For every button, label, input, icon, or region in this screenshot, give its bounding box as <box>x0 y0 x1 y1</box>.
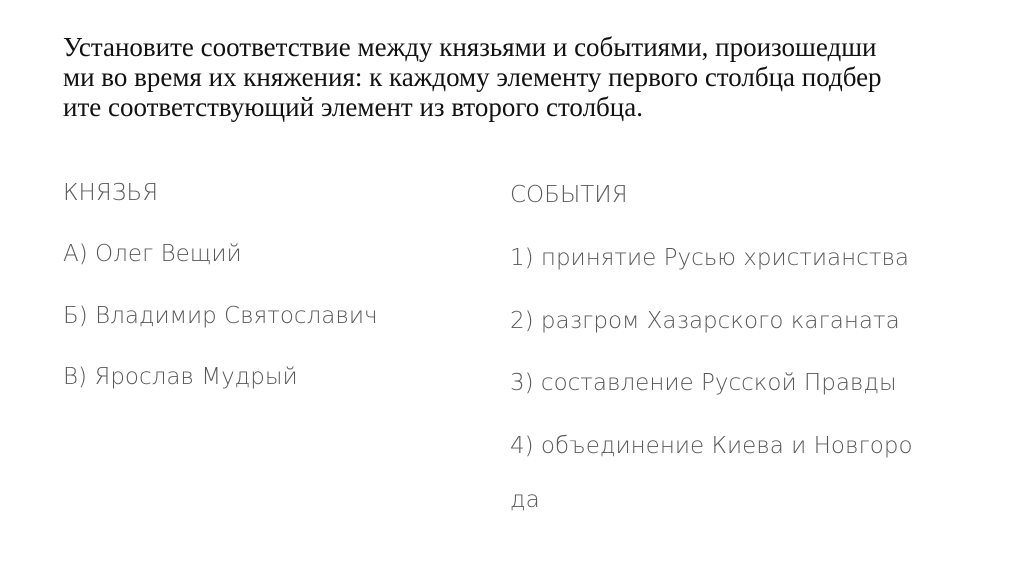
prince-item-a: А) Олег Вещий <box>63 241 242 267</box>
event-item-1: 1) принятие Русью христианства <box>510 245 910 271</box>
task-line: ми во время их княжения: к каждому элементу первого столбца подбер <box>63 62 882 92</box>
event-item-3: 3) составление Русской Правды <box>510 370 897 396</box>
events-column <box>510 0 1010 576</box>
task-line: ите соответствующий элемент из второго столбца. <box>63 92 643 122</box>
prince-item-b: Б) Владимир Святославич <box>63 303 378 329</box>
prince-item-v: В) Ярослав Мудрый <box>63 364 298 390</box>
events-heading: СОБЫТИЯ <box>510 182 628 208</box>
princes-heading: КНЯЗЬЯ <box>63 180 159 206</box>
task-line: Установите соответствие между князьями и событиями, произошедши <box>63 32 877 62</box>
event-item-4-continuation: да <box>510 487 540 513</box>
event-item-4: 4) объединение Киева и Новгоро <box>510 433 913 459</box>
princes-column <box>63 0 483 576</box>
event-item-2: 2) разгром Хазарского каганата <box>510 308 900 334</box>
